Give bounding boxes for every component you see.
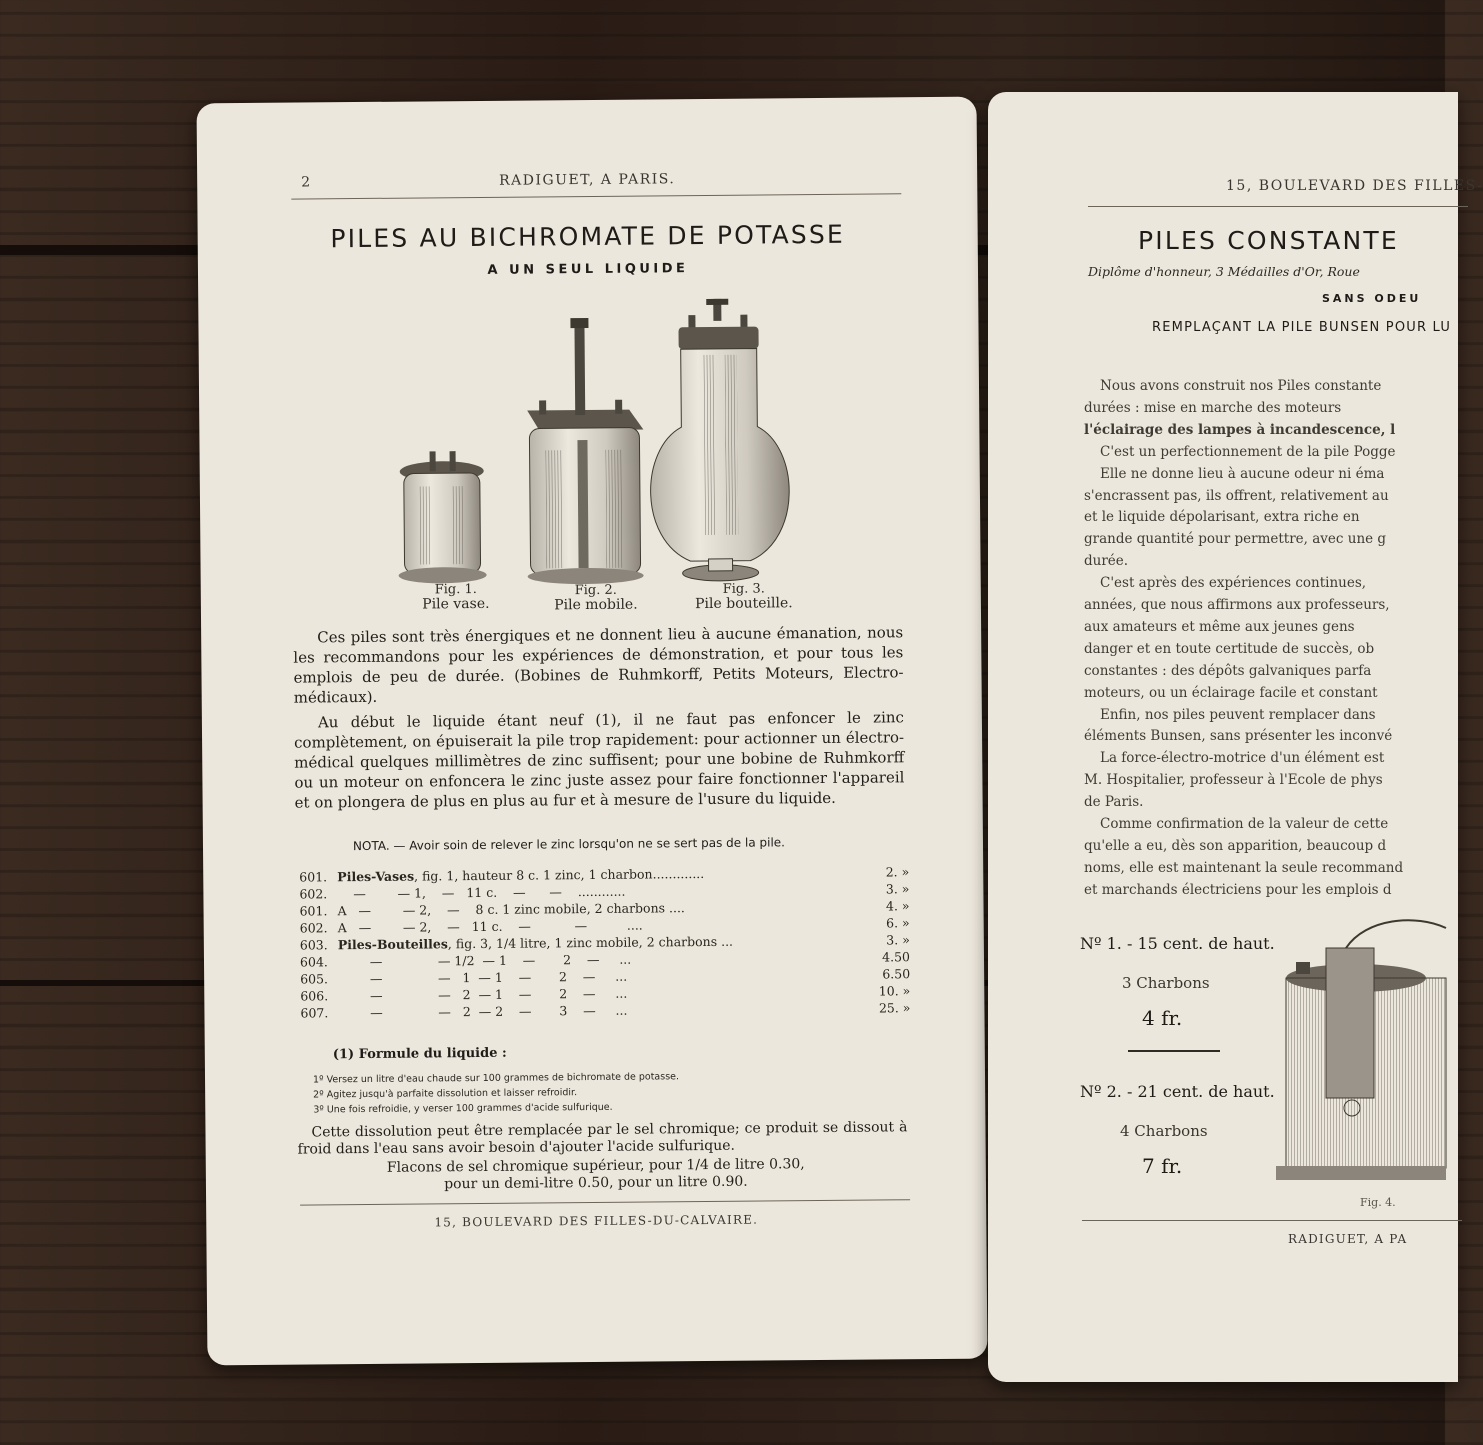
row-detail: — — 2 — 2 — 3 — ... bbox=[338, 1002, 628, 1021]
running-head: 15, BOULEVARD DES FILLES- bbox=[1226, 178, 1483, 194]
body-line: qu'elle a eu, dès son apparition, beaucoup d bbox=[1084, 837, 1387, 854]
pile-constante-engraving bbox=[1276, 918, 1446, 1188]
row-detail: — — 2 — 1 — 2 — ... bbox=[338, 985, 628, 1004]
body-line: C'est après des expériences continues, bbox=[1100, 575, 1367, 592]
body-line: C'est un perfectionnement de la pile Pogge bbox=[1100, 443, 1396, 460]
formula-title: (1) Formule du liquide : bbox=[332, 1045, 507, 1063]
row-price: 6.50 bbox=[882, 966, 911, 982]
body-line: s'encrassent pas, ils offrent, relativement au bbox=[1084, 487, 1389, 504]
running-head: RADIGUET, A PARIS. bbox=[499, 171, 676, 189]
body-line: Nous avons construit nos Piles constante bbox=[1100, 378, 1382, 394]
row-detail: A — — 2, — 11 c. — — .... bbox=[337, 917, 643, 936]
row-code: 606. bbox=[300, 988, 329, 1004]
body-line: aux amateurs et même aux jeunes gens bbox=[1084, 618, 1355, 635]
row-detail: — — 1/2 — 1 — 2 — ... bbox=[337, 951, 632, 970]
body-line: et marchands électriciens pour les emplois d bbox=[1084, 881, 1392, 898]
page-subtitle: A UN SEUL LIQUIDE bbox=[487, 261, 689, 278]
body-line: Comme confirmation de la valeur de cette bbox=[1100, 816, 1389, 832]
formula-step: 1º Versez un litre d'eau chaude sur 100 grammes de bichromate de potasse. bbox=[312, 1071, 680, 1086]
row-price: 10. » bbox=[878, 983, 911, 999]
figure-caption: Fig. 1. Pile vase. bbox=[422, 581, 490, 613]
product-charbons: 4 Charbons bbox=[1120, 1122, 1208, 1140]
figure-label: Fig. 4. bbox=[1360, 1196, 1396, 1209]
row-code: 605. bbox=[300, 971, 329, 987]
row-code: 601. bbox=[299, 869, 328, 885]
row-price: 4. » bbox=[885, 898, 910, 914]
sans-odeur-label: SANS ODEU bbox=[1322, 292, 1422, 305]
remplacant-label: REMPLAÇANT LA PILE BUNSEN POUR LU bbox=[1152, 320, 1452, 335]
body-line: éléments Bunsen, sans présenter les inconvé bbox=[1084, 728, 1393, 745]
row-product-name: Piles-Bouteilles bbox=[337, 936, 448, 953]
nota-line: NOTA. — Avoir soin de relever le zinc lorsqu'on ne se sert pas de la pile. bbox=[352, 835, 786, 854]
formula-step: 2º Agitez jusqu'à parfaite dissolution et laisser refroidir. bbox=[313, 1087, 578, 1101]
row-detail: , fig. 1, hauteur 8 c. 1 zinc, 1 charbon............. bbox=[414, 866, 705, 884]
pile-bouteille-figure bbox=[649, 298, 790, 581]
flacons-line: Flacons de sel chromique supérieur, pour 1/4 de litre 0.30, bbox=[386, 1156, 805, 1176]
body-line: M. Hospitalier, professeur à l'Ecole de phys bbox=[1084, 772, 1383, 789]
price-list bbox=[299, 863, 910, 1021]
row-price: 25. » bbox=[878, 1000, 911, 1016]
product-price: 7 fr. bbox=[1142, 1154, 1183, 1178]
body-line: danger et en toute certitude de succès, ob bbox=[1084, 640, 1375, 657]
pile-mobile-figure bbox=[525, 318, 644, 585]
product-price: 4 fr. bbox=[1142, 1006, 1183, 1030]
battery-engravings bbox=[388, 298, 811, 592]
row-price: 3. » bbox=[886, 932, 910, 948]
row-detail: , fig. 3, 1/4 litre, 1 zinc mobile, 2 charbons ... bbox=[447, 933, 734, 952]
dissolution-paragraph: Cette dissolution peut être remplacée par le sel chromique; ce produit se dissout à froid dans l'eau sans avoir besoin d'ajouter l'acide sulfurique. bbox=[297, 1119, 908, 1158]
header-rule bbox=[291, 193, 901, 199]
body-line: La force-électro-motrice d'un élément est bbox=[1100, 750, 1385, 767]
page-title: PILES CONSTANTE bbox=[1138, 226, 1399, 255]
figure-caption: Fig. 3. Pile bouteille. bbox=[695, 581, 793, 613]
body-line: années, que nous affirmons aux professeurs, bbox=[1084, 597, 1390, 613]
row-code: 603. bbox=[299, 937, 328, 953]
footer-rule bbox=[1082, 1220, 1462, 1221]
row-description bbox=[338, 1002, 627, 1022]
product-divider bbox=[1128, 1050, 1220, 1052]
body-line: de Paris. bbox=[1084, 794, 1144, 811]
body-line: Elle ne donne lieu à aucune odeur ni éma bbox=[1100, 465, 1385, 482]
right-page bbox=[988, 92, 1483, 1382]
body-line: grande quantité pour permettre, avec une g bbox=[1084, 531, 1387, 548]
body-line: noms, elle est maintenant la seule recommand bbox=[1084, 859, 1404, 876]
left-page bbox=[197, 97, 988, 1366]
page-footer: 15, BOULEVARD DES FILLES-DU-CALVAIRE. bbox=[434, 1212, 759, 1230]
body-line: constantes : des dépôts galvaniques parfa bbox=[1084, 662, 1372, 679]
product-name: Nº 2. - 21 cent. de haut. bbox=[1080, 1082, 1275, 1101]
row-price: 6. » bbox=[886, 915, 910, 931]
row-detail: A — — 2, — 8 c. 1 zinc mobile, 2 charbons .... bbox=[337, 900, 685, 919]
body-line: durées : mise en marche des moteurs bbox=[1084, 399, 1342, 416]
row-code: 604. bbox=[299, 954, 328, 970]
body-line: et le liquide dépolarisant, extra riche en bbox=[1084, 509, 1360, 526]
body-line: Enfin, nos piles peuvent remplacer dans bbox=[1100, 706, 1376, 723]
product-name: Nº 1. - 15 cent. de haut. bbox=[1080, 934, 1275, 953]
row-code: 602. bbox=[299, 886, 328, 902]
usage-paragraph: Au début le liquide étant neuf (1), il ne faut pas enfoncer le zinc complètement, on épuiserait la pile trop rapidement: pour actionner un électro-médical quelques millimètres de zinc suffisent; pour une bobine de Ruhmkorff ou un moteur on enfoncera le zinc juste assez pour faire fonctionner l'appareil et on plongera de plus en plus au fur et à mesure de l'usure du liquide. bbox=[294, 708, 905, 812]
header-rule bbox=[1088, 206, 1468, 207]
footer-rule bbox=[300, 1199, 910, 1205]
page-footer: RADIGUET, A PA bbox=[1288, 1232, 1408, 1246]
figure-caption: Fig. 2. Pile mobile. bbox=[554, 582, 638, 614]
row-price: 3. » bbox=[885, 881, 910, 897]
body-line: durée. bbox=[1084, 553, 1129, 570]
row-detail: — — 1, — 11 c. — — ............ bbox=[337, 883, 626, 902]
body-line: l'éclairage des lampes à incandescence, l bbox=[1084, 421, 1396, 438]
formula-step: 3º Une fois refroidie, y verser 100 grammes d'acide sulfurique. bbox=[313, 1101, 613, 1116]
body-line: moteurs, ou un éclairage facile et constant bbox=[1084, 684, 1378, 701]
row-code: 601. bbox=[299, 903, 328, 919]
row-detail: — — 1 — 1 — 2 — ... bbox=[338, 968, 628, 987]
pile-vase-figure bbox=[398, 451, 487, 584]
page-title: PILES AU BICHROMATE DE POTASSE bbox=[330, 219, 846, 254]
row-price: 4.50 bbox=[882, 949, 911, 965]
row-code: 602. bbox=[299, 920, 328, 936]
page-number: 2 bbox=[301, 174, 312, 191]
flacons-line: pour un demi-litre 0.50, pour un litre 0.90. bbox=[444, 1173, 748, 1193]
row-code: 607. bbox=[300, 1005, 329, 1021]
product-charbons: 3 Charbons bbox=[1122, 974, 1210, 992]
intro-paragraph: Ces piles sont très énergiques et ne donnent lieu à aucune émanation, nous les recommandons pour les expériences de démonstration, et pour tous les emplois de peu de durée. (Bobines de Ruhmkorff, Petits Moteurs, Electro-médicaux). bbox=[293, 623, 904, 707]
row-price: 2. » bbox=[885, 864, 910, 880]
page-subtitle: Diplôme d'honneur, 3 Médailles d'Or, Roue bbox=[1088, 264, 1360, 279]
row-product-name: Piles-Vases bbox=[337, 868, 415, 885]
